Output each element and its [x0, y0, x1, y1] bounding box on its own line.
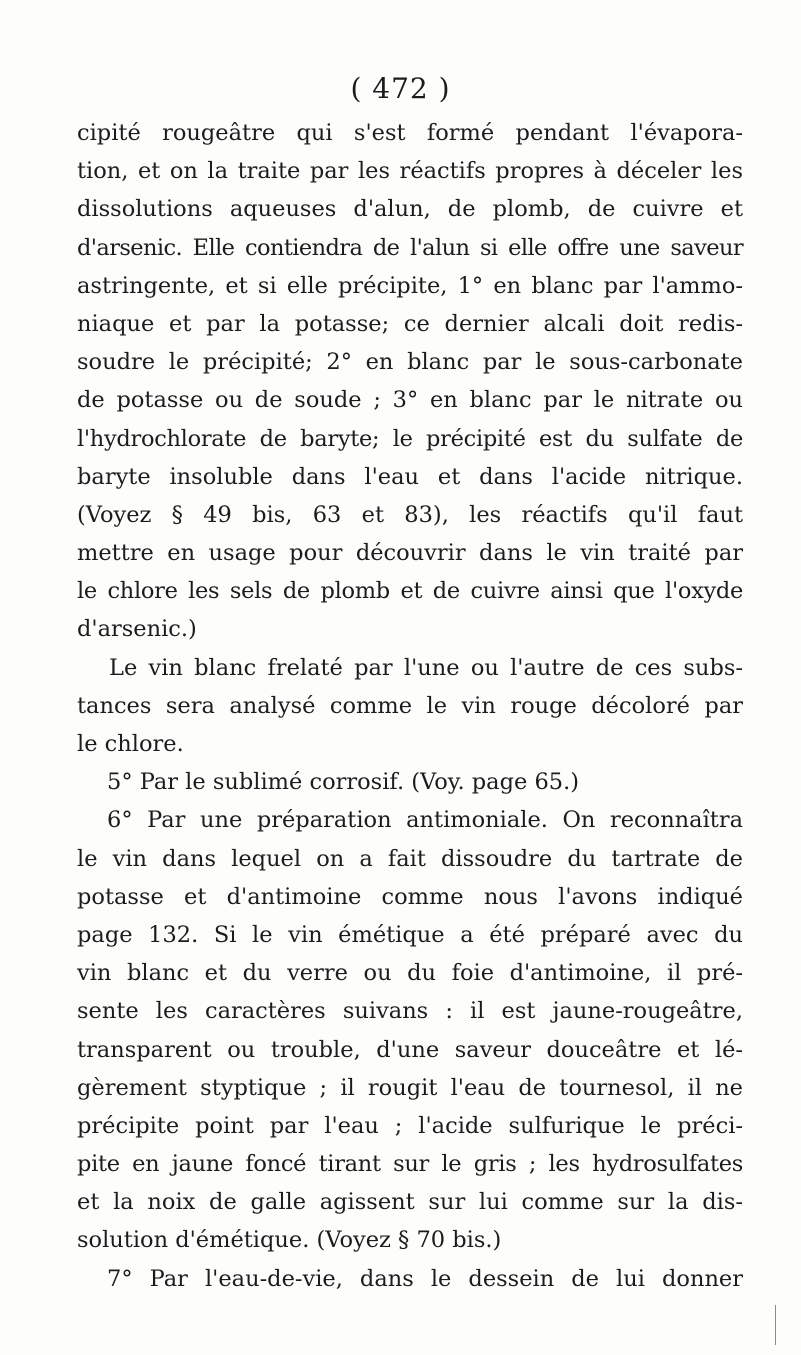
- text-line: page 132. Si le vin émétique a été préparé avec du: [77, 921, 743, 948]
- text-line: précipite point par l'eau ; l'acide sulfurique le préci-: [77, 1112, 743, 1139]
- text-line: niaque et par la potasse; ce dernier alcali doit redis-: [77, 310, 743, 337]
- text-line: d'arsenic.): [77, 616, 197, 643]
- text-line: d'arsenic. Elle contiendra de l'alun si elle offre une saveur: [77, 234, 743, 261]
- text-line: potasse et d'antimoine comme nous l'avons indiqué: [77, 883, 743, 910]
- text-line: sente les caractères suivans : il est jaune-rougeâtre,: [77, 998, 743, 1025]
- text-line: cipité rougeâtre qui s'est formé pendant l'évapora-: [77, 120, 743, 146]
- text-line: baryte insoluble dans l'eau et dans l'acide nitrique.: [77, 463, 743, 490]
- text-line: solution d'émétique. (Voyez § 70 bis.): [77, 1227, 502, 1254]
- text-line: l'hydrochlorate de baryte; le précipité est du sulfate de: [77, 425, 743, 452]
- page-number: ( 472 ): [350, 72, 451, 105]
- text-line: le vin dans lequel on a fait dissoudre du tartrate de: [77, 845, 743, 872]
- text-line: astringente, et si elle précipite, 1° en blanc par l'ammo-: [77, 272, 743, 299]
- text-line: gèrement styptique ; il rougit l'eau de tournesol, il ne: [77, 1074, 743, 1101]
- text-line: le chlore les sels de plomb et de cuivre ainsi que l'oxyde: [77, 578, 743, 605]
- text-line: le chlore.: [77, 731, 184, 757]
- text-line: pite en jaune foncé tirant sur le gris ; les hydrosulfates: [77, 1151, 743, 1178]
- text-line: soudre le précipité; 2° en blanc par le sous-carbonate: [77, 349, 743, 376]
- text-line: dissolutions aqueuses d'alun, de plomb, de cuivre et: [77, 196, 743, 223]
- scan-artifact-mark: [775, 1305, 776, 1345]
- text-line: mettre en usage pour découvrir dans le vin traité par: [77, 540, 743, 567]
- text-line: 5° Par le sublimé corrosif. (Voy. page 65.): [107, 769, 580, 796]
- text-line: de potasse ou de soude ; 3° en blanc par le nitrate ou: [77, 387, 743, 414]
- text-line: (Voyez § 49 bis, 63 et 83), les réactifs qu'il faut: [77, 501, 743, 528]
- text-line: transparent ou trouble, d'une saveur douceâtre et lé-: [77, 1036, 743, 1063]
- text-line: 6° Par une préparation antimoniale. On reconnaîtra: [107, 807, 743, 834]
- text-line: 7° Par l'eau-de-vie, dans le dessein de lui donner: [107, 1265, 743, 1292]
- text-line: et la noix de galle agissent sur lui comme sur la dis-: [77, 1189, 743, 1216]
- text-line: tances sera analysé comme le vin rouge décoloré par: [77, 692, 743, 719]
- text-line: tion, et on la traite par les réactifs propres à déceler les: [77, 158, 743, 185]
- text-line: Le vin blanc frelaté par l'une ou l'autre de ces subs-: [109, 654, 743, 681]
- body-text: [77, 114, 743, 1298]
- text-line: vin blanc et du verre ou du foie d'antimoine, il pré-: [77, 960, 743, 987]
